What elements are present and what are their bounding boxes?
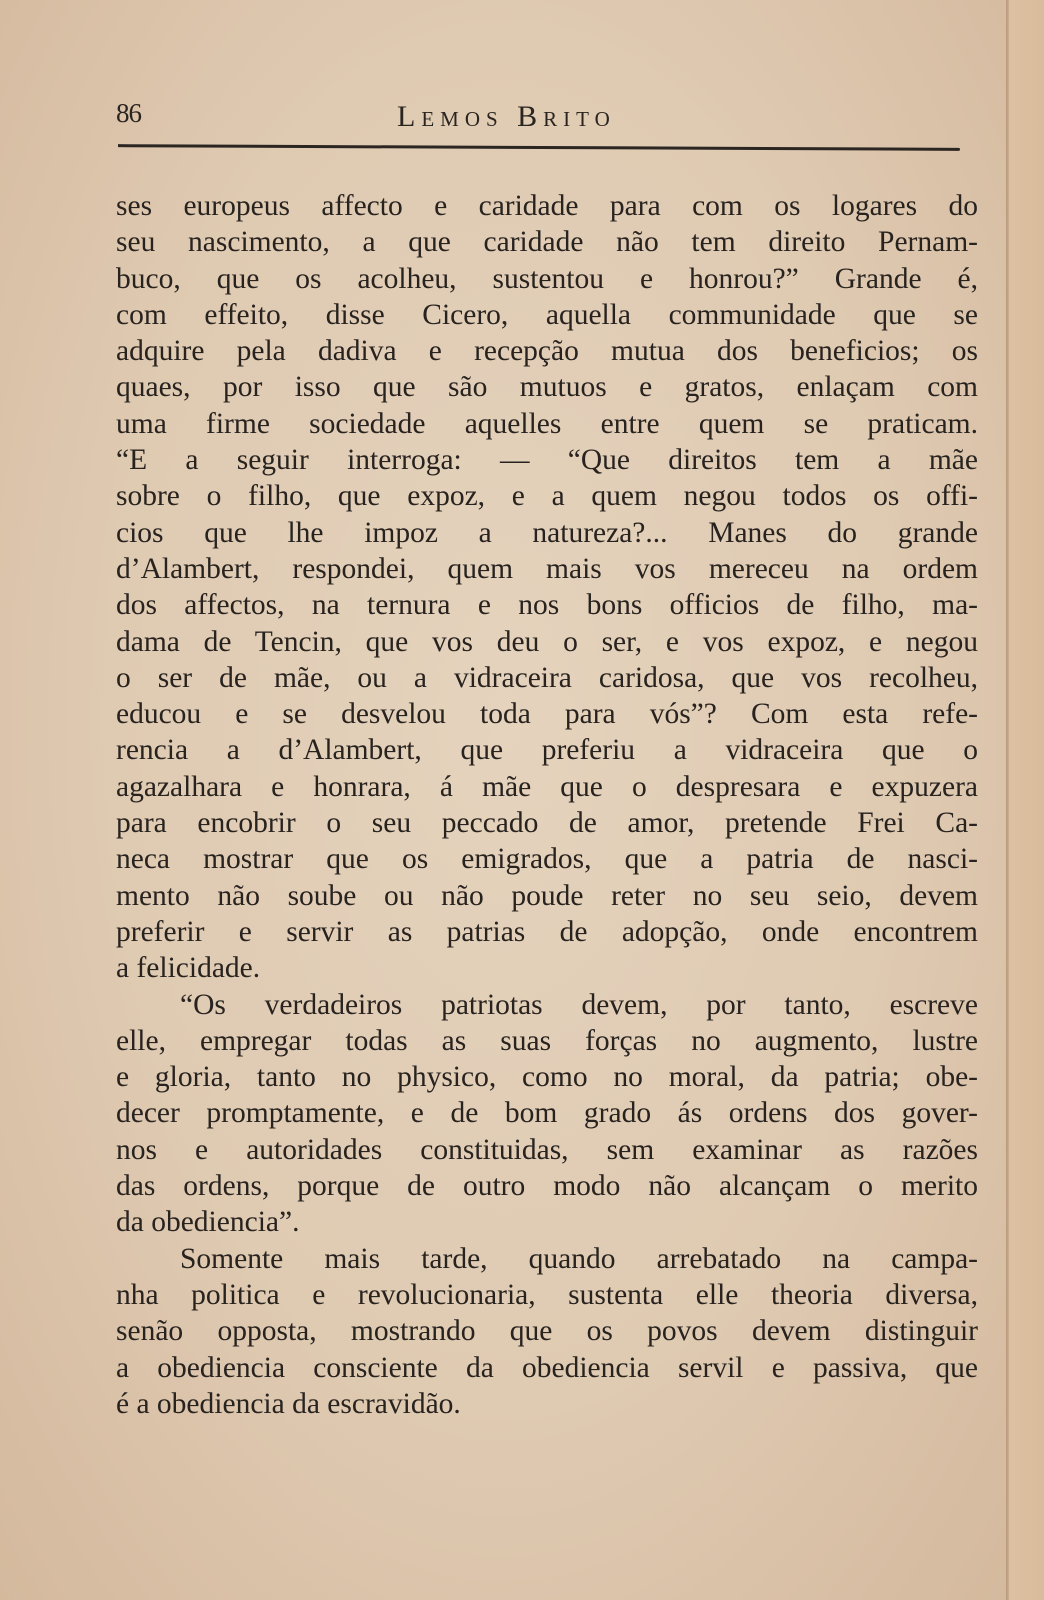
text-line: buco, que os acolheu, sustentou e honrou?” Grande é,	[116, 262, 978, 295]
paragraph-start-line: “Os verdadeiros patriotas devem, por tanto, escreve	[180, 988, 978, 1021]
text-line: rencia a d’Alambert, que preferiu a vidraceira que o	[116, 734, 978, 767]
text-line: adquire pela dadiva e recepção mutua dos beneficios; os	[116, 335, 978, 368]
text-line: “E a seguir interroga: — “Que direitos tem a mãe	[116, 444, 978, 477]
text-line: das ordens, porque de outro modo não alcançam o merito	[116, 1170, 978, 1203]
text-line: dama de Tencin, que vos deu o ser, e vos expoz, e negou	[116, 625, 978, 658]
text-line: dos affectos, na ternura e nos bons officios de filho, ma-	[116, 589, 978, 622]
adjacent-page-strip	[1009, 0, 1044, 1600]
text-line: nha politica e revolucionaria, sustenta elle theoria diversa,	[116, 1278, 978, 1311]
text-line: seu nascimento, a que caridade não tem direito Pernam-	[116, 226, 978, 259]
text-line: ses europeus affecto e caridade para com os logares do	[116, 190, 978, 222]
text-line: mento não soube ou não poude reter no seu seio, devem	[116, 879, 978, 912]
text-line: uma firme sociedade aquelles entre quem se praticam.	[116, 407, 978, 440]
text-line: a obediencia consciente da obediencia servil e passiva, que	[116, 1351, 978, 1384]
paragraph-end-line: da obediencia”.	[116, 1206, 300, 1239]
text-line: o ser de mãe, ou a vidraceira caridosa, que vos recolheu,	[116, 661, 978, 694]
paragraph-end-line: a felicidade.	[116, 952, 261, 985]
text-line: decer promptamente, e de bom grado ás ordens dos gover-	[116, 1097, 978, 1130]
paragraph-start-line: Somente mais tarde, quando arrebatado na campa-	[180, 1242, 978, 1275]
text-line: agazalhara e honrara, á mãe que o despresara e expuzera	[116, 770, 978, 803]
text-line: para encobrir o seu peccado de amor, pretende Frei Ca-	[116, 807, 978, 840]
text-line: sobre o filho, que expoz, e a quem negou todos os offi-	[116, 480, 978, 513]
text-line: quaes, por isso que são mutuos e gratos, enlaçam com	[116, 371, 978, 404]
text-line: cios que lhe impoz a natureza?... Manes do grande	[116, 516, 978, 549]
text-line: neca mostrar que os emigrados, que a patria de nasci-	[116, 843, 978, 876]
running-title: Lemos Brito	[397, 100, 616, 133]
text-line: com effeito, disse Cicero, aquella communidade que se	[116, 298, 978, 331]
body-text	[116, 188, 978, 1422]
text-line: senão opposta, mostrando que os povos devem distinguir	[116, 1315, 978, 1348]
text-line: d’Alambert, respondei, quem mais vos mereceu na ordem	[116, 552, 978, 585]
paragraph-end-line: é a obediencia da escravidão.	[116, 1387, 461, 1420]
text-line: nos e autoridades constituidas, sem examinar as razões	[116, 1133, 978, 1166]
text-line: e gloria, tanto no physico, como no moral, da patria; obe-	[116, 1061, 978, 1094]
page-header	[116, 96, 982, 146]
page-number: 86	[116, 98, 141, 128]
text-line: preferir e servir as patrias de adopção, onde encontrem	[116, 915, 978, 948]
text-line: educou e se desvelou toda para vós”? Com esta refe-	[116, 698, 978, 731]
text-line: elle, empregar todas as suas forças no augmento, lustre	[116, 1024, 978, 1057]
